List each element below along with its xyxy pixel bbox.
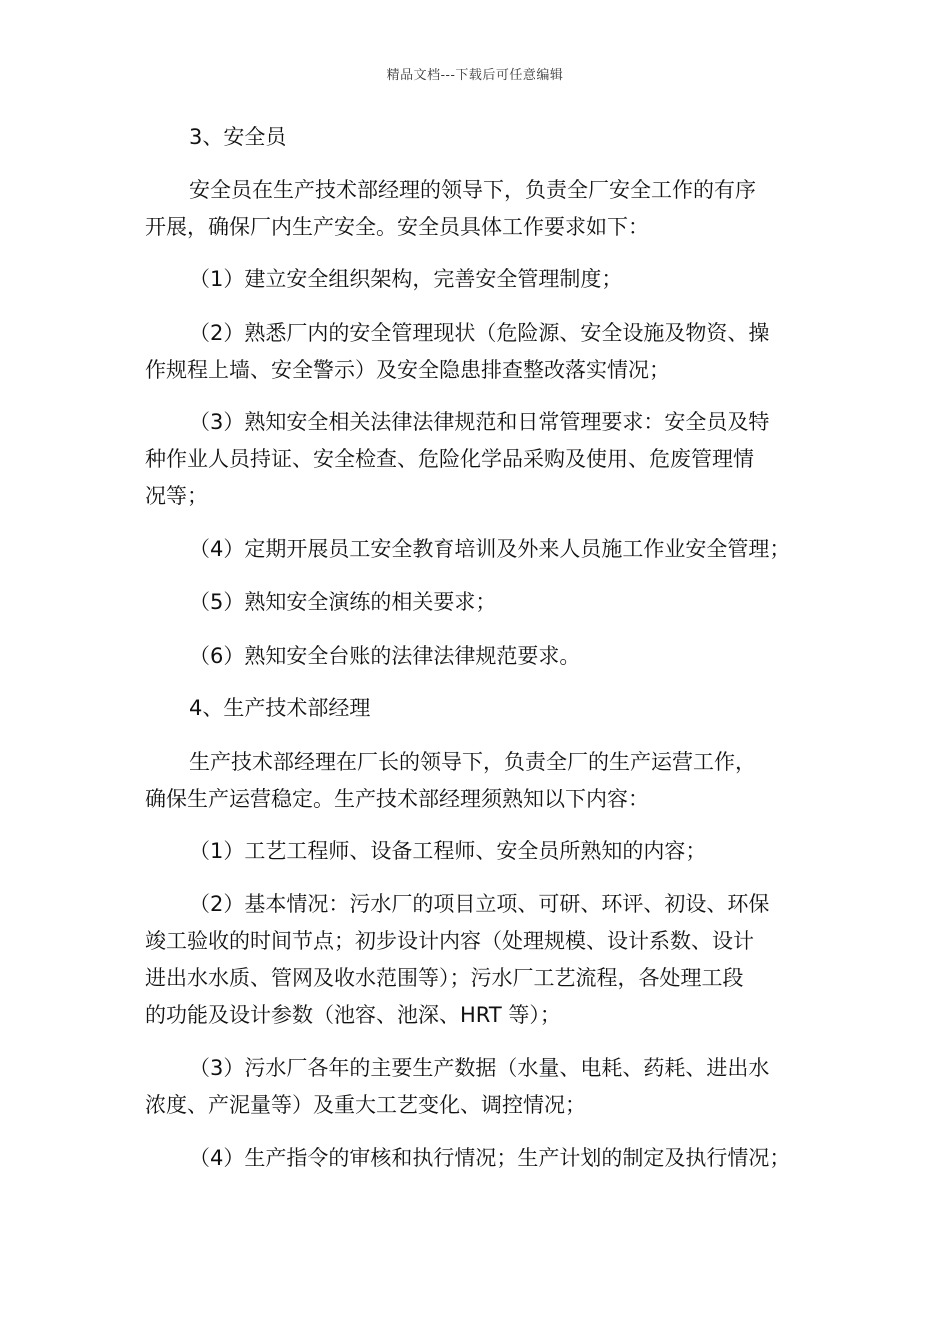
text-line: 种作业人员持证、安全检查、危险化学品采购及使用、危废管理情 <box>145 447 754 471</box>
paragraph-production-manager-intro <box>145 744 825 818</box>
section-heading-safety-officer <box>145 119 825 156</box>
text-line: 3、安全员 <box>189 125 287 149</box>
text-line: （6）熟知安全台账的法律法律规范要求。 <box>189 644 581 668</box>
text-line: （1）建立安全组织架构，完善安全管理制度； <box>189 267 623 291</box>
text-line: 生产技术部经理在厂长的领导下，负责全厂的生产运营工作， <box>189 750 756 774</box>
text-line: 竣工验收的时间节点；初步设计内容（处理规模、设计系数、设计 <box>145 929 754 953</box>
page-header: 精品文档---下载后可任意编辑 <box>386 68 564 83</box>
text-line: 开展，确保厂内生产安全。安全员具体工作要求如下： <box>145 215 649 239</box>
text-line: 作规程上墙、安全警示）及安全隐患排查整改落实情况； <box>145 358 670 382</box>
list-item-2 <box>145 315 825 389</box>
list-item-3 <box>145 404 825 515</box>
text-line: （5）熟知安全演练的相关要求； <box>189 590 497 614</box>
list-item-2 <box>145 886 825 1034</box>
text-line: （4）生产指令的审核和执行情况；生产计划的制定及执行情况； <box>189 1146 791 1170</box>
list-item-1 <box>145 833 825 870</box>
text-line: （2）熟悉厂内的安全管理现状（危险源、安全设施及物资、操 <box>189 321 770 345</box>
text-line: 浓度、产泥量等）及重大工艺变化、调控情况； <box>145 1093 586 1117</box>
text-line: 的功能及设计参数（池容、池深、HRT 等）； <box>145 1003 561 1027</box>
text-line: （2）基本情况：污水厂的项目立项、可研、环评、初设、环保 <box>189 892 770 916</box>
text-line: （4）定期开展员工安全教育培训及外来人员施工作业安全管理； <box>189 537 791 561</box>
list-item-6 <box>145 638 825 675</box>
paragraph-safety-officer-intro <box>145 172 825 246</box>
list-item-4 <box>145 1140 825 1177</box>
text-line: 进出水水质、管网及收水范围等）；污水厂工艺流程，各处理工段 <box>145 966 744 990</box>
section-heading-production-manager <box>145 690 825 727</box>
list-item-5 <box>145 584 825 621</box>
list-item-3 <box>145 1050 825 1124</box>
text-line: 安全员在生产技术部经理的领导下，负责全厂安全工作的有序 <box>189 178 756 202</box>
text-line: （1）工艺工程师、设备工程师、安全员所熟知的内容； <box>189 839 707 863</box>
text-line: 4、生产技术部经理 <box>189 696 371 720</box>
text-line: 确保生产运营稳定。生产技术部经理须熟知以下内容： <box>145 787 649 811</box>
text-line: 况等； <box>145 484 208 508</box>
list-item-4 <box>145 531 825 568</box>
text-line: （3）污水厂各年的主要生产数据（水量、电耗、药耗、进出水 <box>189 1056 770 1080</box>
list-item-1 <box>145 261 825 298</box>
text-line: （3）熟知安全相关法律法律规范和日常管理要求：安全员及特 <box>189 410 770 434</box>
